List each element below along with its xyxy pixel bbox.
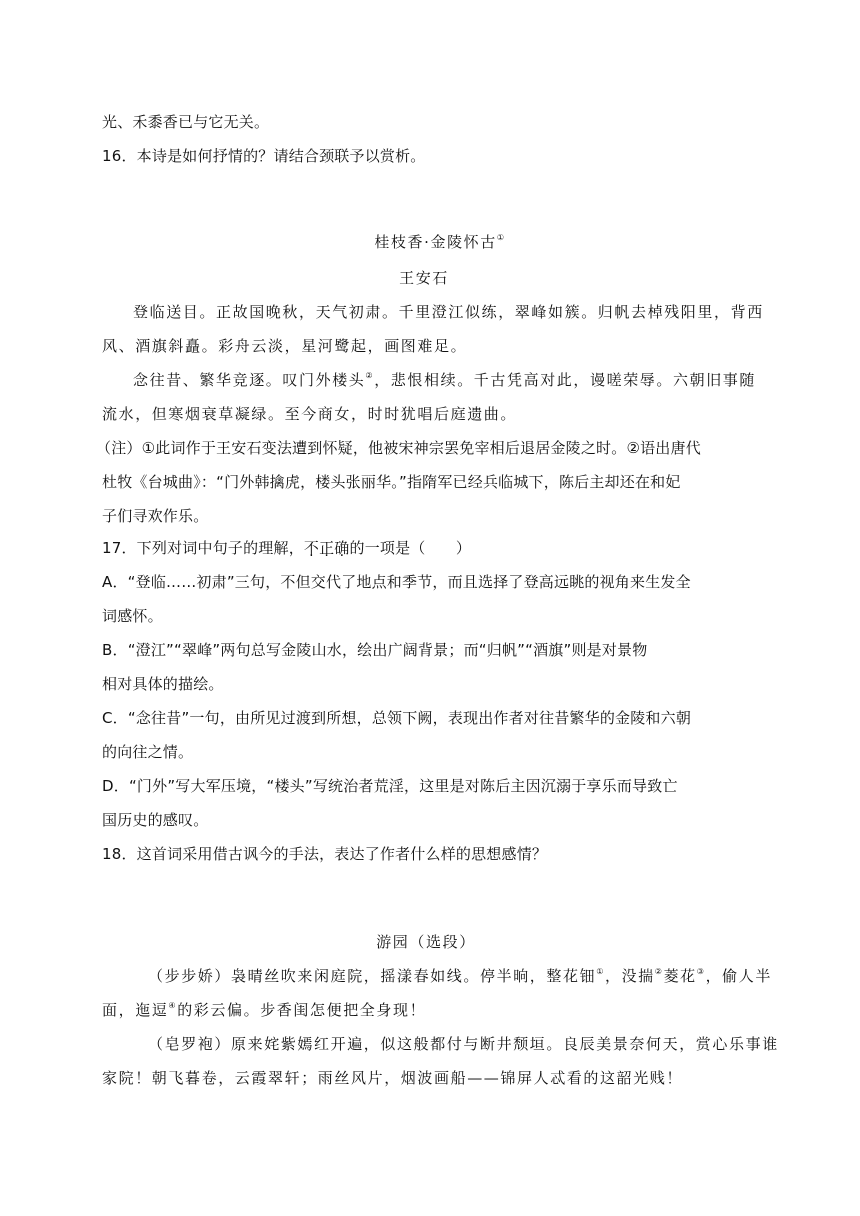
emphasis-char: 不 xyxy=(303,539,320,557)
option-c: C．“念往昔”一句，由所见过渡到所想，总领下阙，表现出作者对往昔繁华的金陵和六朝 xyxy=(102,709,692,727)
poem-line: 念往昔、繁华竞逐。叹门外楼头②，悲恨相续。千古凭高对此，谩嗟荣辱。六朝旧事随 xyxy=(133,371,756,389)
poem-line: （步步娇）袅晴丝吹来闲庭院，摇漾春如线。停半晌，整花钿①，没揣②菱花③，偷人半 xyxy=(148,967,772,985)
poem-line: 面，迤逗④的彩云偏。步香闺怎便把全身现！ xyxy=(102,1001,427,1019)
poem-line: 家院！朝飞暮卷，云霞翠轩；雨丝风片，烟波画船——锦屏人忒看的这韶光贱！ xyxy=(102,1069,684,1087)
footnote-marker: ④ xyxy=(168,1001,178,1010)
poem-line: 风、酒旗斜矗。彩舟云淡，星河鹭起，画图难足。 xyxy=(102,337,468,355)
option-d: D．“门外”写大军压境，“楼头”写统治者荒淫，这里是对陈后主因沉溺于享乐而导致亡 xyxy=(102,777,678,795)
annotation-line: 子们寻欢作乐。 xyxy=(102,507,209,525)
question-16: 16．本诗是如何抒情的？请结合颈联予以赏析。 xyxy=(102,147,426,165)
emphasis-char: 正 xyxy=(319,539,335,557)
poem-title: 桂枝香·金陵怀古① xyxy=(374,233,506,251)
option-a-cont: 词感怀。 xyxy=(102,607,163,625)
footnote-marker: ① xyxy=(496,233,506,242)
poem-line: 登临送目。正故国晚秋，天气初肃。千里澄江似练，翠峰如簇。归帆去棹残阳里，背西 xyxy=(133,303,764,321)
poem-author: 王安石 xyxy=(399,269,449,287)
question-17-stem: 17．下列对词中句子的理解，不正确的一项是（ ） xyxy=(102,539,472,557)
poem-line: （皂罗袍）原来姹紫嫣红开遍，似这般都付与断井颓垣。良辰美景奈何天，赏心乐事谁 xyxy=(148,1035,779,1053)
footnote-marker: ② xyxy=(654,967,664,976)
footnote-marker: ③ xyxy=(696,967,706,976)
footnote-marker: ② xyxy=(365,371,375,380)
poem-line: 流水，但寒烟衰草凝绿。至今商女，时时犹唱后庭遗曲。 xyxy=(102,405,518,423)
option-d-cont: 国历史的感叹。 xyxy=(102,811,209,829)
question-18: 18．这首词采用借古讽今的手法，表达了作者什么样的思想感情？ xyxy=(102,845,548,863)
annotation-line: 杜牧《台城曲》：“门外韩擒虎，楼头张丽华。”指隋军已经兵临城下，陈后主却还在和妃 xyxy=(102,473,681,491)
text-line: 光、禾黍香已与它无关。 xyxy=(102,113,270,131)
option-c-cont: 的向往之情。 xyxy=(102,743,194,761)
emphasis-char: 确 xyxy=(334,539,350,557)
option-a: A．“登临……初肃”三句，不但交代了地点和季节，而且选择了登高远眺的视角来生发全 xyxy=(102,573,691,591)
option-b: B．“澄江”“翠峰”两句总写金陵山水，绘出广阔背景；而“归帆”“酒旗”则是对景物 xyxy=(102,641,648,659)
annotation-line: （注）①此词作于王安石变法遭到怀疑，他被宋神宗罢免宰相后退居金陵之时。②语出唐代 xyxy=(96,439,701,457)
poem-title: 游园（选段） xyxy=(376,933,476,951)
option-b-cont: 相对具体的描绘。 xyxy=(102,675,224,693)
footnote-marker: ① xyxy=(596,967,605,976)
